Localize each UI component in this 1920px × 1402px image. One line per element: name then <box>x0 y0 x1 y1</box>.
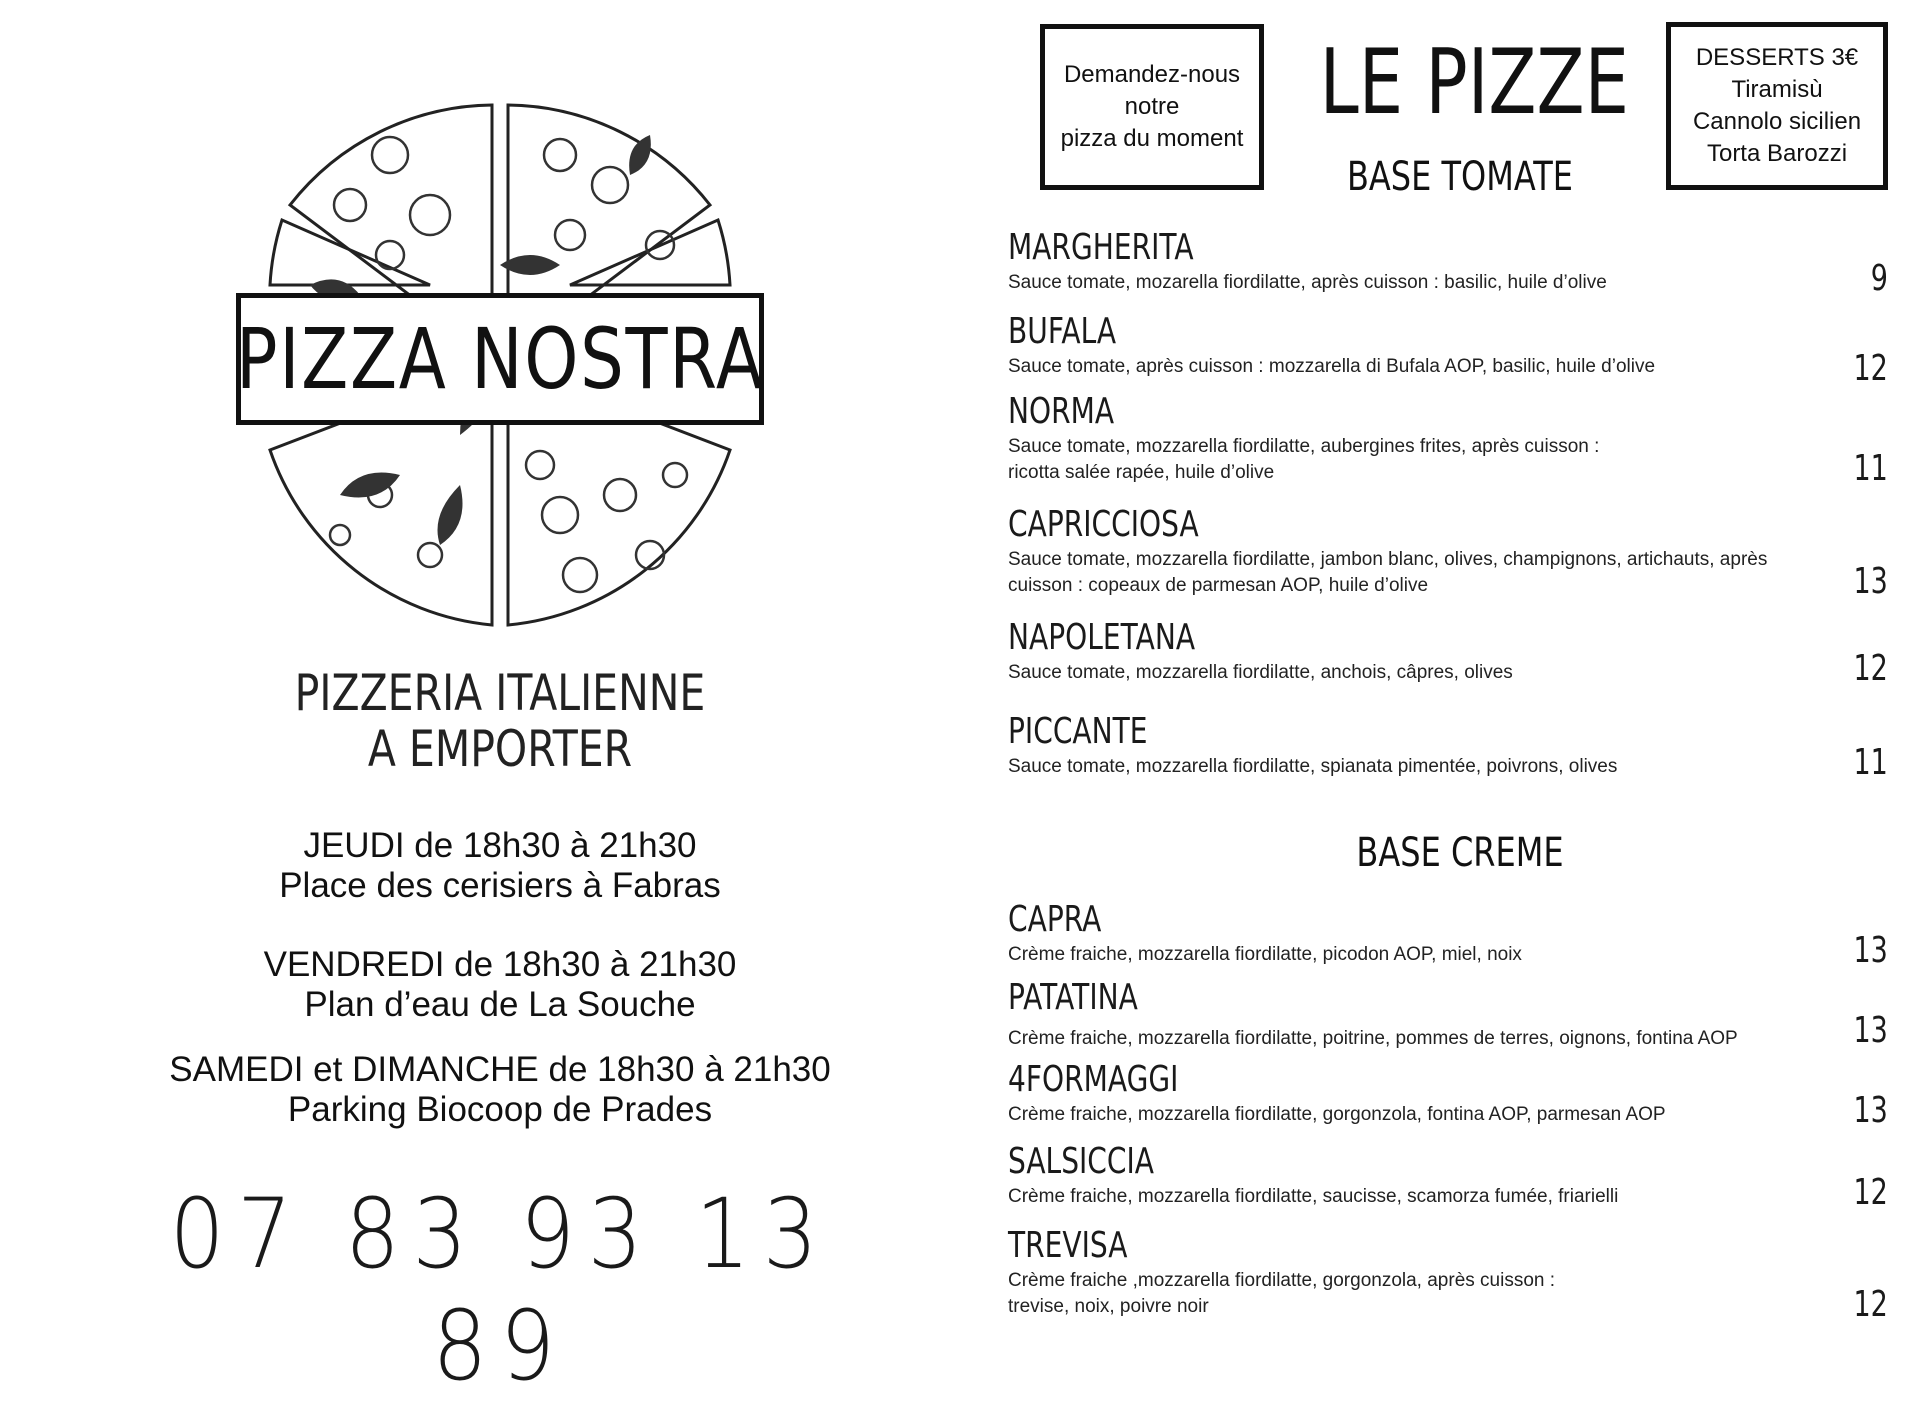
menu-item <box>1008 227 1888 299</box>
brand-name: PIZZA NOSTRA <box>235 310 765 408</box>
section-title-creme: BASE CREME <box>1356 830 1564 876</box>
promo-line: notre <box>1124 93 1180 120</box>
promo-box <box>1040 24 1264 190</box>
menu-item <box>1008 1141 1888 1213</box>
brand-logo-box <box>236 293 764 425</box>
schedule-day: JEUDI de 18h30 à 21h30 <box>303 826 697 865</box>
dessert-item: Tiramisù <box>1731 76 1823 103</box>
item-price: 12 <box>1853 348 1888 389</box>
item-desc: Crème fraiche, mozzarella fiordilatte, poitrine, pommes de terres, oignons, fontina AOP <box>1008 1028 1738 1049</box>
schedule-weekend <box>100 1050 900 1130</box>
desserts-box <box>1666 22 1888 190</box>
item-desc: Sauce tomate, mozzarella fiordilatte, aubergines frites, après cuisson : ricotta salée rapée, huile d’olive <box>1008 436 1600 483</box>
schedule-place: Plan d’eau de La Souche <box>304 985 696 1024</box>
section-title-tomate: BASE TOMATE <box>1346 154 1574 200</box>
item-price: 12 <box>1853 648 1888 689</box>
schedule-place: Place des cerisiers à Fabras <box>279 866 721 905</box>
item-price: 13 <box>1853 561 1888 602</box>
item-name: BUFALA <box>1008 311 1117 352</box>
menu-item <box>1008 1225 1888 1325</box>
item-price: 12 <box>1853 1172 1888 1213</box>
menu-item <box>1008 311 1888 389</box>
item-desc: Crème fraiche, mozzarella fiordilatte, picodon AOP, miel, noix <box>1008 944 1522 965</box>
menu-item <box>1008 504 1888 602</box>
schedule-place: Parking Biocoop de Prades <box>287 1090 713 1129</box>
menu-item <box>1008 617 1888 689</box>
item-desc: Sauce tomate, mozzarella fiordilatte, spianata pimentée, poivrons, olives <box>1008 756 1618 777</box>
item-desc: Sauce tomate, mozzarella fiordilatte, jambon blanc, olives, champignons, artichauts, après cuisson : copeaux de parmesan AOP, huile d’olive <box>1008 549 1768 596</box>
item-desc: Sauce tomate, après cuisson : mozzarella di Bufala AOP, basilic, huile d’olive <box>1008 356 1656 377</box>
menu-item <box>1008 1059 1888 1131</box>
tagline-line-1: PIZZERIA ITALIENNE <box>294 664 706 722</box>
menu-item <box>1008 711 1888 783</box>
menu-item <box>1008 899 1888 971</box>
menu-item <box>1008 978 1888 1052</box>
item-price: 11 <box>1853 448 1888 489</box>
item-name: CAPRICCIOSA <box>1008 504 1199 545</box>
item-desc: Crème fraiche, mozzarella fiordilatte, saucisse, scamorza fumée, friarielli <box>1008 1186 1619 1207</box>
item-price: 9 <box>1870 258 1888 299</box>
schedule-friday <box>100 945 900 1025</box>
item-name: NORMA <box>1008 391 1115 432</box>
item-price: 13 <box>1853 1010 1888 1051</box>
item-price: 12 <box>1853 1284 1888 1325</box>
tagline-line-2: A EMPORTER <box>367 720 633 778</box>
item-desc: Sauce tomate, mozarella fiordilatte, après cuisson : basilic, huile d’olive <box>1008 272 1607 293</box>
item-name: PATATINA <box>1008 977 1138 1018</box>
schedule-day: SAMEDI et DIMANCHE de 18h30 à 21h30 <box>169 1050 831 1089</box>
item-desc: Crème fraiche, mozzarella fiordilatte, gorgonzola, fontina AOP, parmesan AOP <box>1008 1104 1666 1125</box>
dessert-item: Cannolo sicilien <box>1692 108 1862 135</box>
item-desc: Crème fraiche ,mozzarella fiordilatte, gorgonzola, après cuisson : trevise, noix, poivre noir <box>1008 1270 1556 1317</box>
dessert-item: Torta Barozzi <box>1706 140 1848 167</box>
item-desc: Sauce tomate, mozzarella fiordilatte, anchois, câpres, olives <box>1008 662 1513 683</box>
item-name: NAPOLETANA <box>1008 617 1196 658</box>
schedule-day: VENDREDI de 18h30 à 21h30 <box>263 945 737 984</box>
item-name: MARGHERITA <box>1008 227 1194 268</box>
item-name: CAPRA <box>1008 899 1102 940</box>
schedule-thursday <box>100 826 900 906</box>
menu-item <box>1008 391 1888 489</box>
promo-line: pizza du moment <box>1060 125 1244 152</box>
item-price: 13 <box>1853 1090 1888 1131</box>
item-name: TREVISA <box>1008 1225 1128 1266</box>
promo-line: Demandez-nous <box>1063 61 1241 88</box>
item-name: PICCANTE <box>1008 711 1148 752</box>
menu-title: LE PIZZE <box>1319 30 1629 135</box>
item-price: 11 <box>1853 742 1888 783</box>
item-name: 4FORMAGGI <box>1008 1059 1179 1100</box>
phone-number: 07 83 93 13 89 <box>169 1178 831 1402</box>
tagline <box>200 665 800 777</box>
item-price: 13 <box>1853 930 1888 971</box>
item-name: SALSICCIA <box>1008 1141 1155 1182</box>
desserts-heading: DESSERTS 3€ <box>1695 44 1859 71</box>
